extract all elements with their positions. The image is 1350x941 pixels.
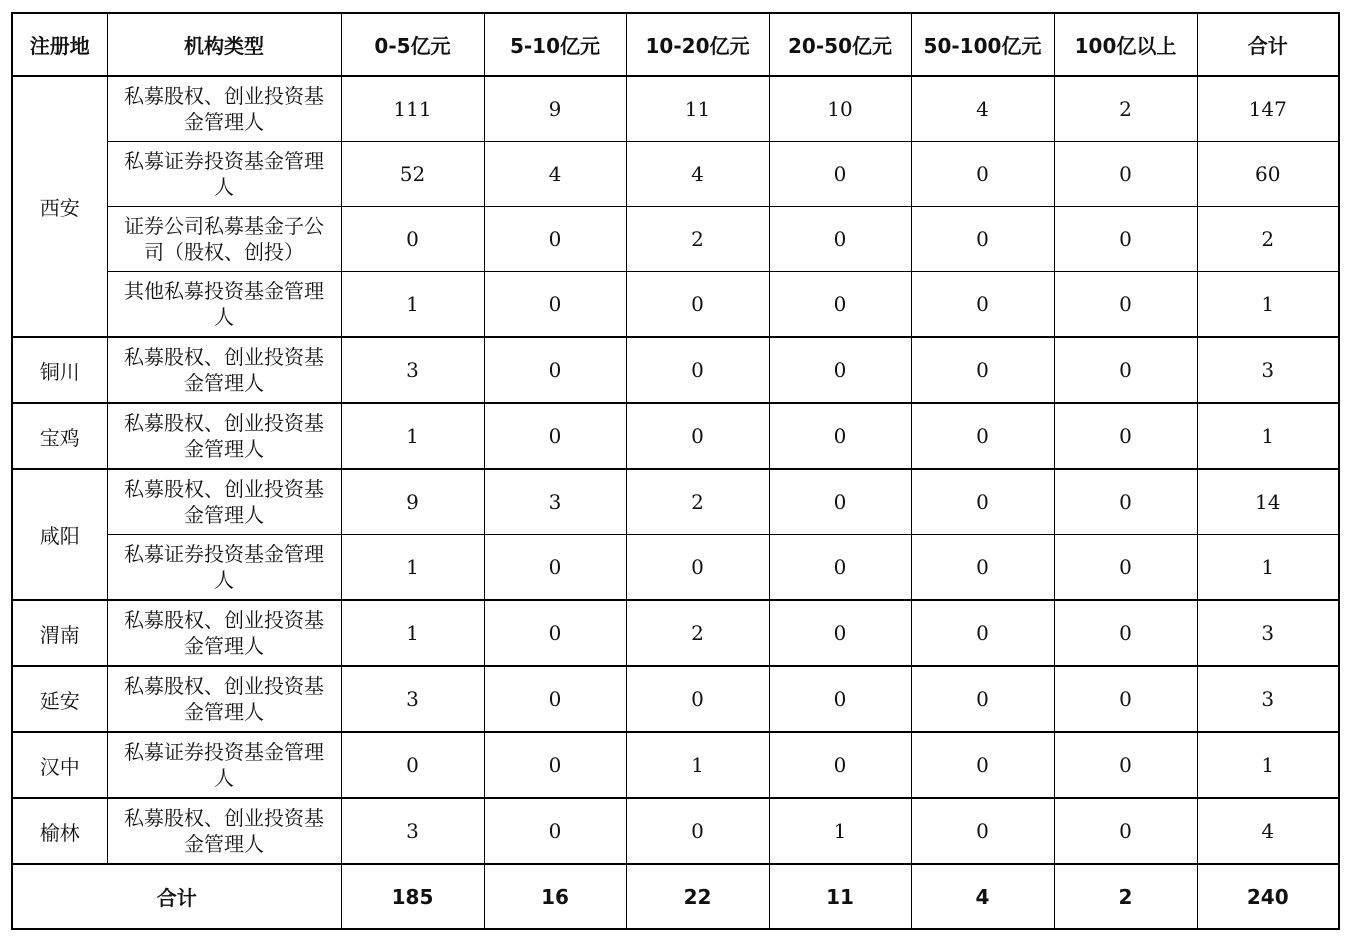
- value-cell: 2: [626, 207, 769, 272]
- header-cell-0-5: 0-5亿元: [341, 13, 484, 76]
- value-cell: 0: [1054, 337, 1197, 403]
- value-cell: 0: [769, 403, 911, 469]
- value-cell: 0: [1054, 535, 1197, 601]
- value-cell: 3: [1197, 666, 1339, 732]
- value-cell: 0: [626, 798, 769, 864]
- value-cell: 1: [1197, 535, 1339, 601]
- region-cell: 咸阳: [12, 469, 107, 600]
- value-cell: 0: [341, 732, 484, 798]
- value-cell: 0: [769, 142, 911, 207]
- value-cell: 0: [911, 732, 1054, 798]
- table-row: [12, 535, 1339, 601]
- value-cell: 3: [341, 798, 484, 864]
- value-cell: 0: [341, 207, 484, 272]
- value-cell: 1: [769, 798, 911, 864]
- institution-type-cell: 私募股权、创业投资基金管理人: [107, 403, 341, 469]
- value-cell: 0: [484, 272, 626, 338]
- value-cell: 3: [1197, 337, 1339, 403]
- value-cell: 0: [769, 732, 911, 798]
- value-cell: 0: [1054, 732, 1197, 798]
- table-row: [12, 403, 1339, 469]
- header-cell-100-plus: 100亿以上: [1054, 13, 1197, 76]
- value-cell: 2: [1054, 76, 1197, 142]
- value-cell: 0: [626, 337, 769, 403]
- institution-stats-table: [11, 12, 1340, 930]
- value-cell: 2: [1197, 207, 1339, 272]
- total-value: 240: [1197, 864, 1339, 929]
- region-cell: 宝鸡: [12, 403, 107, 469]
- region-cell: 汉中: [12, 732, 107, 798]
- value-cell: 0: [1054, 600, 1197, 666]
- value-cell: 0: [1054, 666, 1197, 732]
- value-cell: 11: [626, 76, 769, 142]
- value-cell: 3: [341, 666, 484, 732]
- table-row: [12, 207, 1339, 272]
- value-cell: 0: [1054, 207, 1197, 272]
- table-row: [12, 76, 1339, 142]
- value-cell: 0: [911, 272, 1054, 338]
- value-cell: 1: [341, 600, 484, 666]
- value-cell: 0: [911, 469, 1054, 535]
- value-cell: 2: [626, 469, 769, 535]
- value-cell: 0: [911, 666, 1054, 732]
- region-cell: 西安: [12, 76, 107, 337]
- table-row: [12, 666, 1339, 732]
- value-cell: 0: [769, 207, 911, 272]
- table-row: [12, 337, 1339, 403]
- value-cell: 0: [911, 207, 1054, 272]
- value-cell: 1: [1197, 272, 1339, 338]
- value-cell: 0: [911, 535, 1054, 601]
- institution-type-cell: 私募股权、创业投资基金管理人: [107, 469, 341, 535]
- region-cell: 铜川: [12, 337, 107, 403]
- value-cell: 3: [484, 469, 626, 535]
- value-cell: 1: [341, 535, 484, 601]
- value-cell: 14: [1197, 469, 1339, 535]
- value-cell: 0: [769, 600, 911, 666]
- table-row: [12, 469, 1339, 535]
- header-cell-5-10: 5-10亿元: [484, 13, 626, 76]
- value-cell: 0: [1054, 403, 1197, 469]
- value-cell: 0: [484, 798, 626, 864]
- value-cell: 0: [769, 272, 911, 338]
- region-cell: 延安: [12, 666, 107, 732]
- value-cell: 0: [911, 142, 1054, 207]
- table-row: [12, 798, 1339, 864]
- header-cell-type: 机构类型: [107, 13, 341, 76]
- header-cell-region: 注册地: [12, 13, 107, 76]
- value-cell: 3: [341, 337, 484, 403]
- region-cell: 渭南: [12, 600, 107, 666]
- institution-type-cell: 私募股权、创业投资基金管理人: [107, 798, 341, 864]
- institution-type-cell: 私募股权、创业投资基金管理人: [107, 600, 341, 666]
- value-cell: 0: [484, 207, 626, 272]
- value-cell: 9: [341, 469, 484, 535]
- value-cell: 111: [341, 76, 484, 142]
- value-cell: 10: [769, 76, 911, 142]
- table-body: [12, 76, 1339, 864]
- value-cell: 0: [911, 600, 1054, 666]
- value-cell: 0: [626, 272, 769, 338]
- value-cell: 0: [769, 469, 911, 535]
- value-cell: 60: [1197, 142, 1339, 207]
- value-cell: 147: [1197, 76, 1339, 142]
- value-cell: 1: [341, 403, 484, 469]
- value-cell: 0: [626, 535, 769, 601]
- total-value: 185: [341, 864, 484, 929]
- table-row: [12, 732, 1339, 798]
- institution-type-cell: 私募证券投资基金管理人: [107, 142, 341, 207]
- total-value: 4: [911, 864, 1054, 929]
- value-cell: 1: [626, 732, 769, 798]
- header-cell-50-100: 50-100亿元: [911, 13, 1054, 76]
- total-value: 2: [1054, 864, 1197, 929]
- institution-type-cell: 私募证券投资基金管理人: [107, 535, 341, 601]
- value-cell: 0: [626, 403, 769, 469]
- value-cell: 4: [1197, 798, 1339, 864]
- value-cell: 0: [911, 403, 1054, 469]
- value-cell: 1: [1197, 403, 1339, 469]
- institution-type-cell: 私募证券投资基金管理人: [107, 732, 341, 798]
- value-cell: 2: [626, 600, 769, 666]
- total-value: 11: [769, 864, 911, 929]
- value-cell: 0: [911, 337, 1054, 403]
- value-cell: 52: [341, 142, 484, 207]
- value-cell: 0: [484, 535, 626, 601]
- table-row: [12, 142, 1339, 207]
- header-cell-20-50: 20-50亿元: [769, 13, 911, 76]
- value-cell: 0: [1054, 142, 1197, 207]
- value-cell: 0: [769, 337, 911, 403]
- header-cell-10-20: 10-20亿元: [626, 13, 769, 76]
- value-cell: 0: [1054, 798, 1197, 864]
- value-cell: 0: [1054, 272, 1197, 338]
- total-value: 22: [626, 864, 769, 929]
- institution-type-cell: 证券公司私募基金子公司（股权、创投）: [107, 207, 341, 272]
- total-label: 合计: [12, 864, 341, 929]
- value-cell: 0: [484, 666, 626, 732]
- header-cell-total: 合计: [1197, 13, 1339, 76]
- value-cell: 0: [1054, 469, 1197, 535]
- total-value: 16: [484, 864, 626, 929]
- value-cell: 0: [769, 535, 911, 601]
- region-cell: 榆林: [12, 798, 107, 864]
- institution-type-cell: 私募股权、创业投资基金管理人: [107, 337, 341, 403]
- value-cell: 0: [484, 732, 626, 798]
- table-row: [12, 600, 1339, 666]
- value-cell: 3: [1197, 600, 1339, 666]
- value-cell: 0: [911, 798, 1054, 864]
- value-cell: 1: [1197, 732, 1339, 798]
- value-cell: 0: [484, 337, 626, 403]
- institution-type-cell: 其他私募投资基金管理人: [107, 272, 341, 338]
- value-cell: 9: [484, 76, 626, 142]
- value-cell: 4: [911, 76, 1054, 142]
- header-row: [12, 13, 1339, 76]
- total-row: [12, 864, 1339, 929]
- institution-type-cell: 私募股权、创业投资基金管理人: [107, 666, 341, 732]
- institution-type-cell: 私募股权、创业投资基金管理人: [107, 76, 341, 142]
- value-cell: 4: [484, 142, 626, 207]
- value-cell: 0: [484, 600, 626, 666]
- value-cell: 4: [626, 142, 769, 207]
- value-cell: 0: [769, 666, 911, 732]
- value-cell: 0: [484, 403, 626, 469]
- table-row: [12, 272, 1339, 338]
- value-cell: 0: [626, 666, 769, 732]
- value-cell: 1: [341, 272, 484, 338]
